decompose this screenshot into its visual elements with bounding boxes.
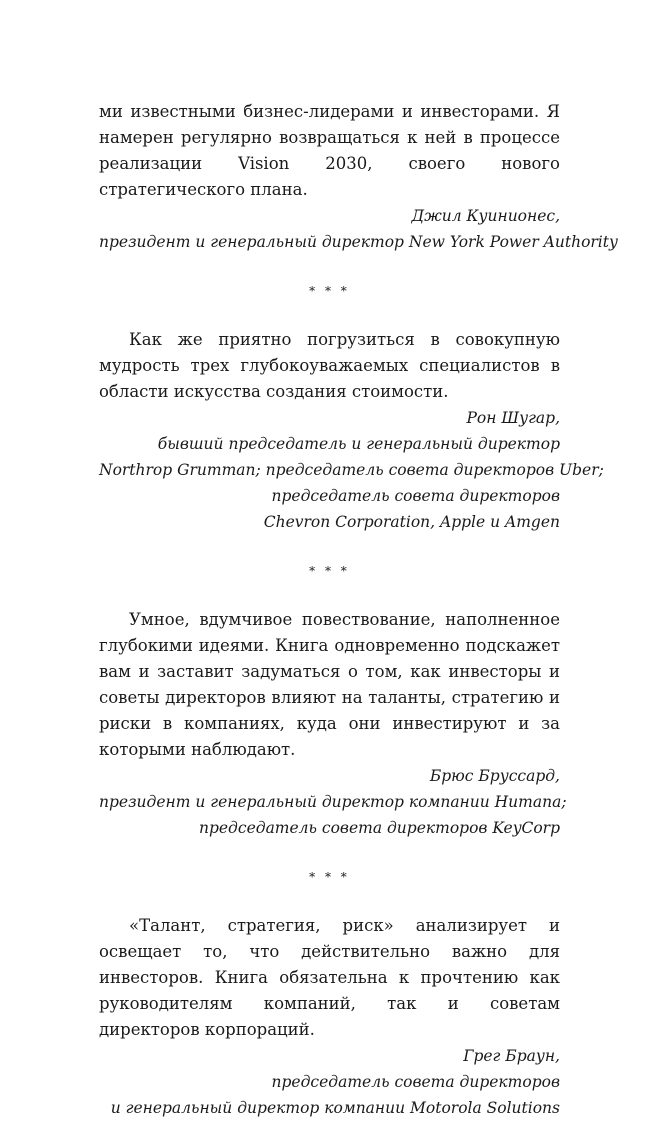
attribution-name: Рон Шугар, xyxy=(466,409,560,427)
testimonial-text-2: Как же приятно погрузиться в совокупную мудрость трех глубокоуважаемых специалистов в области искусства создания стоимости. xyxy=(99,330,560,401)
attribution-title: Northrop Grumman; председатель совета директоров Uber; xyxy=(99,461,604,479)
attribution-title: президент и генеральный директор New York Power Authority xyxy=(99,233,618,251)
testimonial-attribution-2 xyxy=(99,405,604,535)
book-page xyxy=(99,99,618,1121)
testimonial-attribution-4 xyxy=(99,1043,560,1121)
attribution-name: Брюс Бруссард, xyxy=(429,767,560,785)
attribution-name: Джил Куинионес, xyxy=(411,207,560,225)
section-separator: * * * xyxy=(309,284,350,298)
testimonial-text-4: «Талант, стратегия, риск» анализирует и освещает то, что действительно важно для инвесторов. Книга обязательна к прочтению как руководителям компаний, так и советам директоров корпораций. xyxy=(99,916,560,1039)
attribution-title: председатель совета директоров xyxy=(271,1073,560,1091)
attribution-title: Chevron Corporation, Apple и Amgen xyxy=(263,513,560,531)
testimonial-text-1: ми известными бизнес-лидерами и инвесторами. Я намерен регулярно возвращаться к ней в процессе реализации Vision 2030, своего нового стратегического плана. xyxy=(99,102,560,199)
section-separator: * * * xyxy=(309,870,350,884)
attribution-title: бывший председатель и генеральный директор xyxy=(157,435,560,453)
attribution-title: президент и генеральный директор компании Humana; xyxy=(99,793,567,811)
testimonial-text-3: Умное, вдумчивое повествование, наполненное глубокими идеями. Книга одновременно подскажет вам и заставит задуматься о том, как инвесторы и советы директоров влияют на таланты, стратегию и риски в компаниях, куда они инвестируют и за которыми наблюдают. xyxy=(99,610,560,759)
attribution-name: Грег Браун, xyxy=(463,1047,560,1065)
testimonial-attribution-1 xyxy=(99,203,618,255)
attribution-title: председатель совета директоров KeyCorp xyxy=(198,819,560,837)
testimonial-attribution-3 xyxy=(99,763,567,841)
attribution-title: председатель совета директоров xyxy=(271,487,560,505)
attribution-title: и генеральный директор компании Motorola Solutions xyxy=(110,1099,560,1117)
section-separator: * * * xyxy=(309,564,350,578)
